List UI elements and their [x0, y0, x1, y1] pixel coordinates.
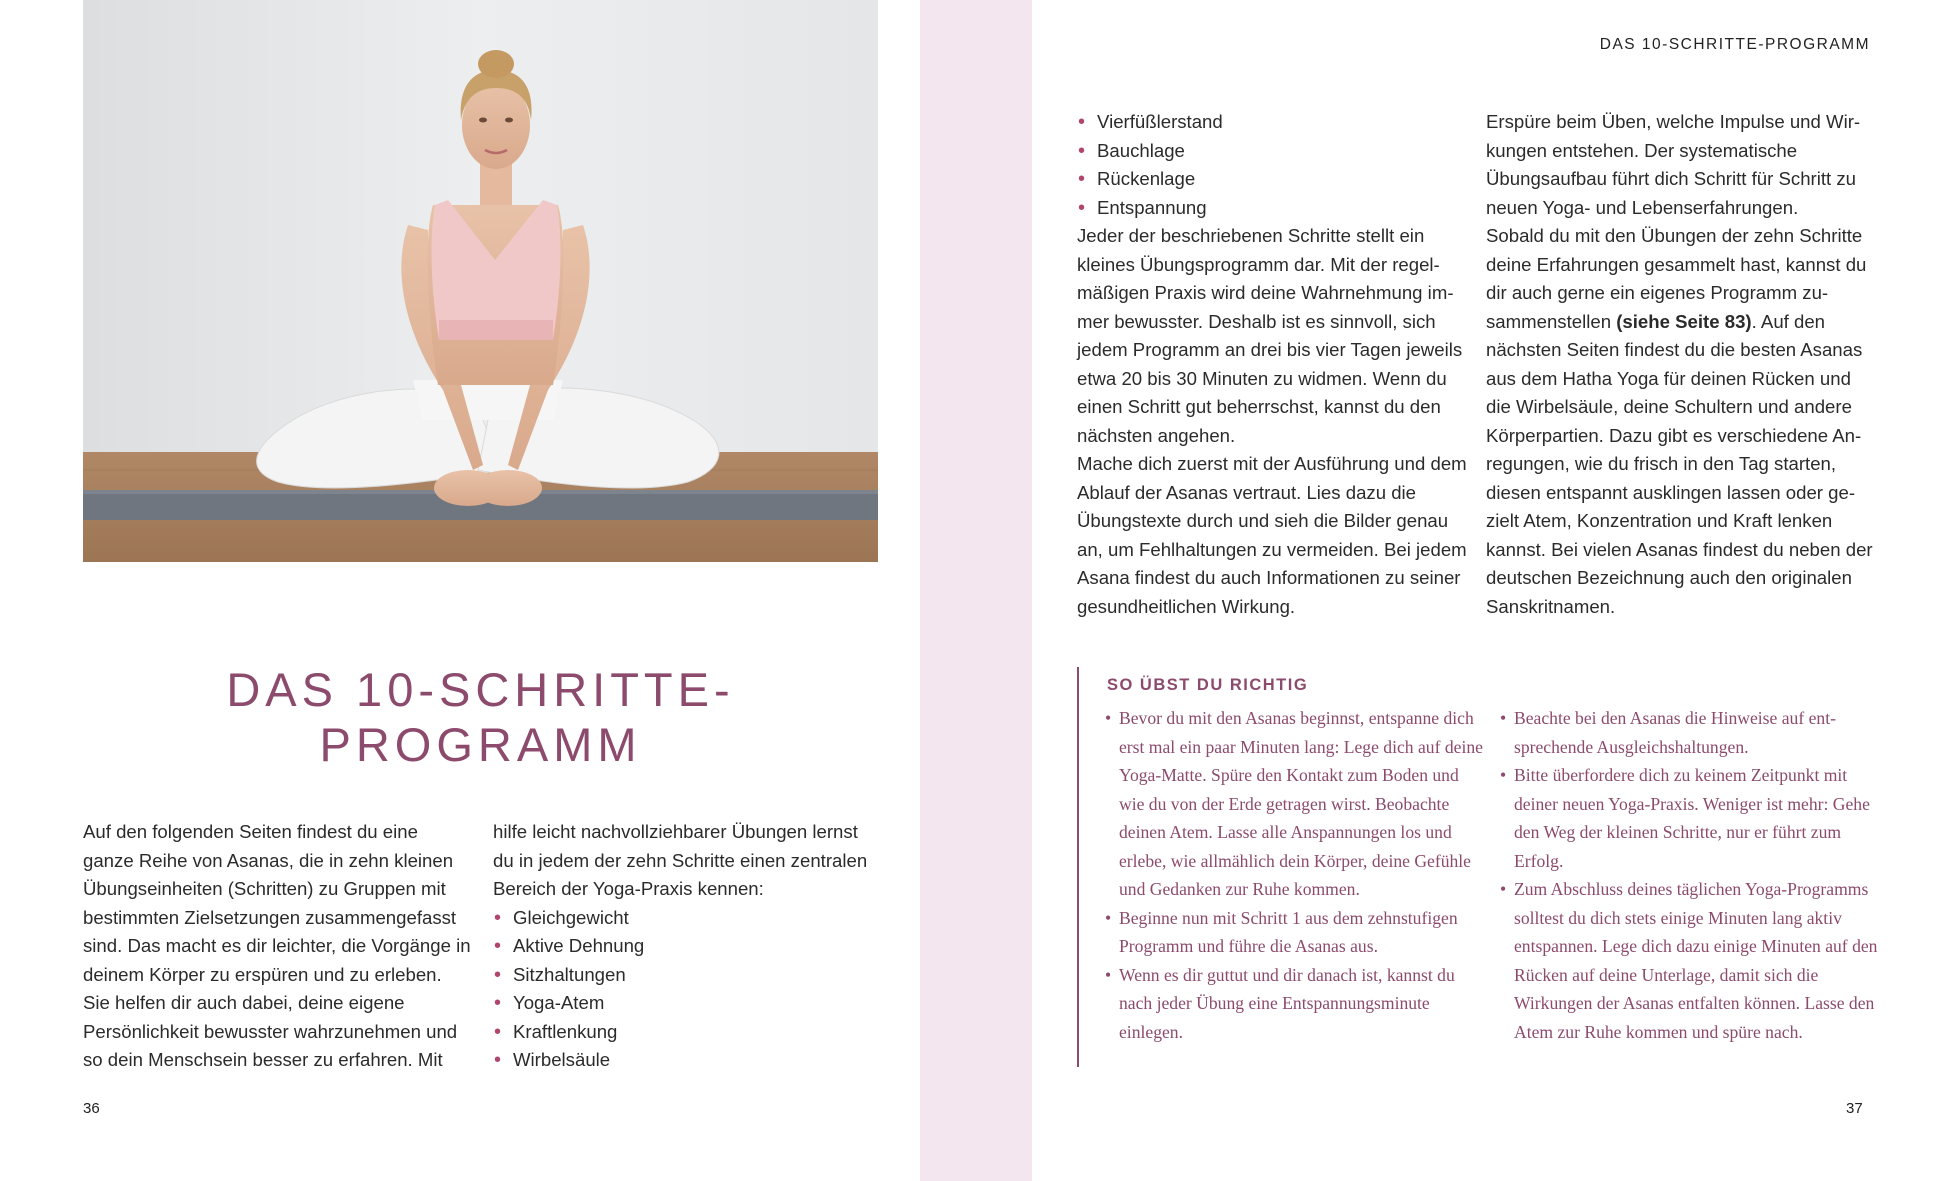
paragraph [1486, 222, 1876, 621]
running-head: DAS 10-SCHRITTE-PROGRAMM [1599, 36, 1870, 53]
paragraph-text: Sobald du mit den Übungen der zehn Schritte deine Erfahrungen gesammelt hast, kannst du dir auch gerne ein eigenes Programm zusammenstellen [1486, 225, 1867, 332]
list-item: • Aktive Dehnung [493, 932, 883, 961]
paragraph: Erspüre beim Üben, welche Impulse und Wirkungen entstehen. Der systematische Übungsaufbau führt dich Schritt für Schritt zu neuen Yoga- und Lebenserfahrungen. [1486, 111, 1861, 218]
list-item: • Gleichgewicht [493, 904, 883, 933]
right-column-2 [1486, 108, 1876, 621]
list-item: • Yoga-Atem [493, 989, 883, 1018]
list-item: • Bauchlage [1077, 137, 1467, 166]
list-item: • Bitte überfordere dich zu keinem Zeitpunkt mit deiner neuen Yoga-Praxis. Weniger ist mehr: Gehe den Weg der kleinen Schritte, nur er führt zum Erfolg. [1500, 761, 1878, 875]
list-item: • Rückenlage [1077, 165, 1467, 194]
right-column-1 [1077, 108, 1467, 621]
tips-list [1105, 704, 1483, 1046]
info-box-column-1 [1105, 704, 1483, 1046]
page-number-left: 36 [83, 1100, 100, 1117]
page-gutter [920, 0, 1032, 1181]
list-item: • Wenn es dir guttut und dir danach ist, kannst du nach jeder Übung eine Entspannungsminute einlegen. [1105, 961, 1483, 1047]
paragraph: Mache dich zuerst mit der Ausführung und dem Ablauf der Asanas vertraut. Lies dazu die Übungstexte durch und sieh die Bilder genau an, um Fehlhaltungen zu vermeiden. Bei jedem Asana findest du auch Informationen zu seiner gesundheitlichen Wirkung. [1077, 453, 1467, 617]
paragraph-text: . Auf den nächsten Seiten findest du die besten Asanas aus dem Hatha Yoga für deinen Rücken und die Wirbelsäule, deine Schultern und andere Körperpartien. Dazu gibt es verschiedene Anregungen, wie du frisch in den Tag starten, diesen entspannt ausklingen lassen oder gezielt Atem, Konzentration und Kraft lenken kannst. Bei vielen Asanas findest du neben der deutschen Bezeichnung auch den originalen Sanskritnamen. [1486, 310, 1873, 617]
paragraph: Jeder der beschriebenen Schritte stellt ein kleines Übungsprogramm dar. Mit der regelmäßigen Praxis wird deine Wahrnehmung immer bewusster. Deshalb ist es sinnvoll, sich jedem Programm an drei bis vier Tagen jeweils etwa 20 bis 30 Minuten zu widmen. Wenn du einen Schritt gut beherrschst, kannst du den nächsten angehen. [1077, 225, 1463, 446]
list-item: • Entspannung [1077, 194, 1467, 223]
list-item: • Zum Abschluss deines täglichen Yoga-Programms solltest du dich stets einige Minuten lang aktiv entspannen. Lege dich dazu einige Minuten auf den Rücken auf deine Unterlage, damit sich die Wirkungen der Asanas entfalten können. Lasse den Atem zur Ruhe kommen und spüre nach. [1500, 875, 1878, 1046]
chapter-title: DAS 10-SCHRITTE-PROGRAMM [226, 663, 735, 771]
step-list [493, 904, 883, 1075]
yoga-photo [83, 0, 878, 562]
left-column-2 [493, 818, 883, 1075]
info-box-column-2 [1500, 704, 1878, 1046]
list-item: • Beginne nun mit Schritt 1 aus dem zehnstufigen Programm und führe die Asanas aus. [1105, 904, 1483, 961]
list-item: • Wirbelsäule [493, 1046, 883, 1075]
page-number-right: 37 [1846, 1100, 1863, 1117]
left-column-1-text: Auf den folgenden Seiten findest du eine ganze Reihe von Asanas, die in zehn kleinen Übungseinheiten (Schritten) zu Gruppen mit bestimmten Zielsetzungen zusammengefasst sind. Das macht es dir leichter, die Vorgänge in deinem Körper zu erspüren und zu erleben. Sie helfen dir auch dabei, deine eigene Persönlichkeit bewusster wahrzunehmen und so dein Menschsein besser zu erfahren. Mit [83, 821, 471, 1070]
info-box-rule [1077, 667, 1079, 1067]
list-item: • Bevor du mit den Asanas beginnst, entspanne dich erst mal ein paar Minuten lang: Lege dich auf deine Yoga-Matte. Spüre den Kontakt zum Boden und wie du von der Erde getragen wirst. Beobachte deinen Atem. Lasse alle Anspannungen los und erlebe, wie allmählich dein Körper, deine Gefühle und Gedanken zur Ruhe kommen. [1105, 704, 1483, 904]
tips-list [1500, 704, 1878, 1046]
yoga-woman-illustration [83, 0, 878, 562]
list-item: • Beachte bei den Asanas die Hinweise auf entsprechende Ausgleichshaltungen. [1500, 704, 1878, 761]
info-box-heading: SO ÜBST DU RICHTIG [1107, 676, 1309, 694]
list-item: • Vierfüßlerstand [1077, 108, 1467, 137]
list-item: • Sitzhaltungen [493, 961, 883, 990]
left-column-2-intro: hilfe leicht nachvollziehbarer Übungen lernst du in jedem der zehn Schritte einen zentralen Bereich der Yoga-Praxis kennen: [493, 821, 868, 899]
list-item: • Kraftlenkung [493, 1018, 883, 1047]
page-reference-link[interactable]: (siehe Seite 83) [1616, 310, 1752, 332]
step-list-continued [1077, 108, 1467, 222]
